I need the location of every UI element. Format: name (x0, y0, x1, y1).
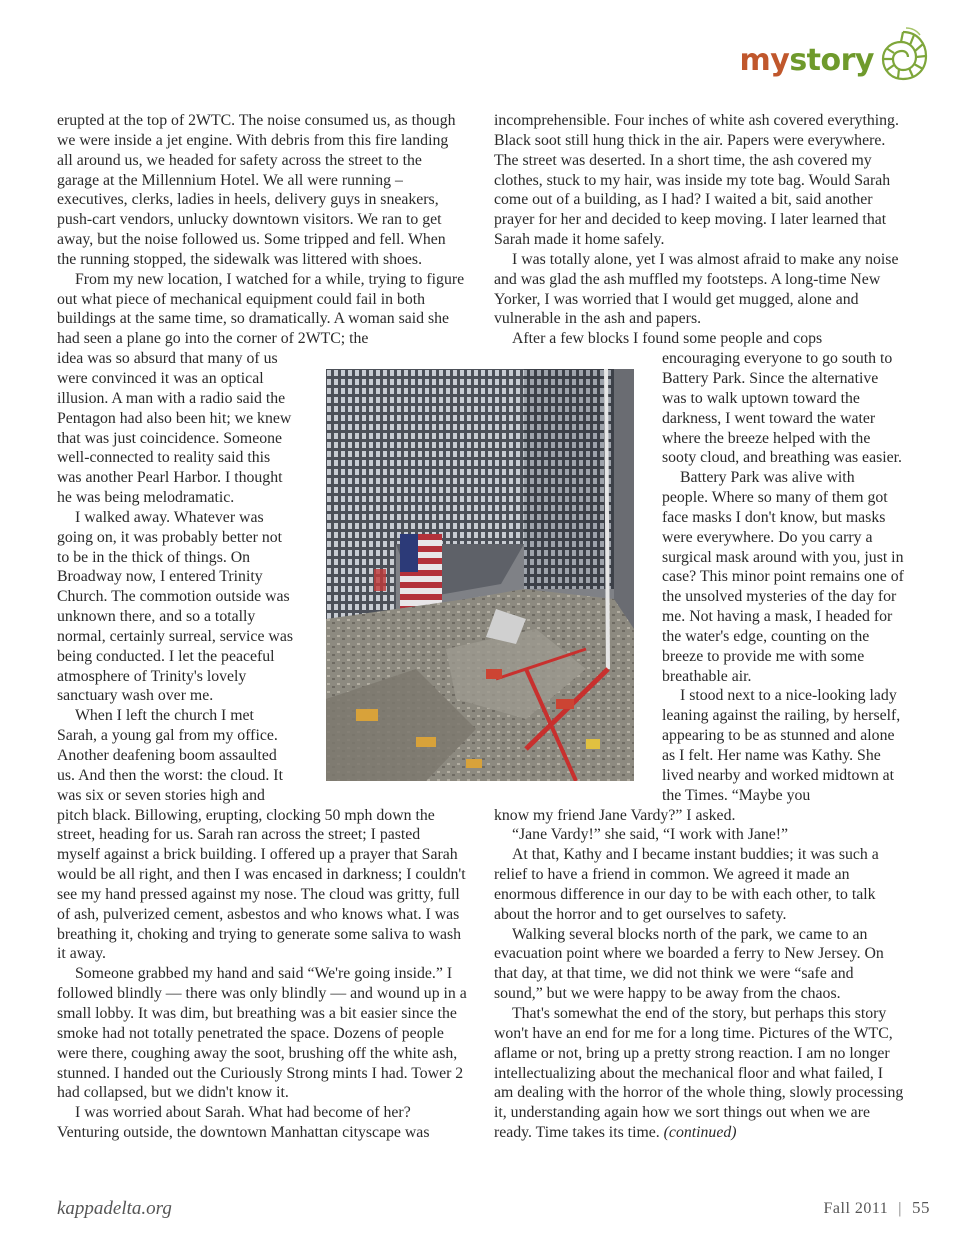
logo-story: story (789, 43, 874, 78)
nautilus-shell-icon (876, 26, 930, 84)
paragraph (494, 1004, 904, 1143)
paragraph: From my new location, I watched for a while, trying to figure out what piece of mechanical equipment could fail in both buildings at the same time, so dramatically. A woman said she had seen a plane go into the corner of 2WTC; the (57, 270, 465, 348)
paragraph-text: That's somewhat the end of the story, but perhaps this story won't have an end for me for a long time. Pictures of the WTC, aflame or not, bring up a pretty strong reaction. I am no longer intellectualizing about the mechanical floor and what failed, I am dealing with the horror of the whole thing, slowly processing it, understanding again how we sort things out when we are ready. Time takes its time. (494, 1004, 904, 1142)
paragraph: I stood next to a nice-looking lady leaning against the railing, by herself, appearing to be as stunned and alone as I felt. Her name was Kathy. She lived nearby and worked midtown at the Times. “Maybe you (662, 687, 901, 804)
paragraph: I walked away. Whatever was going on, it was probably better not to be in the thick of things. On Broadway now, I entered Trinity Church. The commotion outside was unknown there, and so a totally normal, certainly surreal, service was being conducted. I let the peaceful atmosphere of Trinity's lovely sanctuary wash over me. (57, 508, 293, 705)
paragraph: know my friend Jane Vardy?” I asked. (494, 806, 736, 824)
left-column (57, 111, 467, 1143)
paragraph: idea was so absurd that many of us were convinced it was an optical illusion. A man with a radio said the Pentagon had also been hit; we knew that was just coincidence. Someone well-connected to reality said this was another Pearl Harbor. I thought he was being melodramatic. (57, 350, 292, 507)
issue-label: Fall 2011 (823, 1200, 889, 1217)
paragraph: I was totally alone, yet I was almost afraid to make any noise and was glad the ash muffled my footsteps. A long-time New Yorker, I was worried that I would get mugged, alone and vulnerable in the ash and papers. (494, 250, 899, 328)
footer-separator: | (898, 1200, 902, 1217)
paragraph: Walking several blocks north of the park, we came to an evacuation point where we boarded a ferry to New Jersey. On that day, at that time, we did not think we were “safe and sound,” but we were happy to be away from the chaos. (494, 925, 884, 1003)
logo-wordmark (739, 43, 875, 78)
paragraph: “Jane Vardy!” she said, “I work with Jane!” (512, 826, 789, 844)
paragraph: incomprehensible. Four inches of white ash covered everything. Black soot still hung thick in the air. Papers were everywhere. The street was deserted. In a short time, the ash covered my clothes, stuck to my hair, was inside my tote bag. Would Sarah come out of a building, as I had? I waited a bit, said another prayer for her and decided to keep moving. I later learned that Sarah made it home safely. (494, 112, 899, 249)
paragraph: erupted at the top of 2WTC. The noise consumed us, as though we were inside a jet engine. With debris from this fire landing all around us, we headed for safety across the street to the garage at the Millennium Hotel. We all were running – executives, clerks, ladies in heels, delivery guys in sneakers, push-cart vendors, unlucky downtown visitors. We ran to get away, but the noise followed us. Some tripped and fell. When the running stopped, the sidewalk was littered with shoes. (57, 112, 456, 268)
logo-my: my (739, 43, 790, 78)
continued-label: (continued) (663, 1124, 737, 1142)
page-number: 55 (912, 1198, 930, 1217)
wrapped-text-block (662, 349, 904, 805)
footer-website: kappadelta.org (57, 1198, 172, 1219)
paragraph: When I left the church I met Sarah, a young gal from my office. Another deafening boom assaulted us. And then the worst: the cloud. It was six or seven stories high and (57, 707, 283, 804)
paragraph: At that, Kathy and I became instant buddies; it was such a relief to have a friend in common. We agreed it made an enormous difference in our day to be with each other, to talk about the horror and to get ourselves to safety. (494, 846, 879, 923)
paragraph: Someone grabbed my hand and said “We're going inside.” I followed blindly — there was only blindly — and wound up in a small lobby. It was dim, but breathing was a bit easier since the smoke had not totally penetrated the space. Dozens of people were there, coughing away the soot, brushing off the white ash, stunned. I handed out the Curiously Strong mints I had. Tower 2 had collapsed, but we didn't know it. (57, 965, 467, 1102)
wrapped-text-block (57, 349, 297, 805)
paragraph: After a few blocks I found some people and cops (512, 330, 823, 348)
mystory-logo (740, 26, 931, 84)
paragraph: I was worried about Sarah. What had become of her? Venturing outside, the downtown Manhattan cityscape was (57, 1104, 430, 1142)
paragraph: Battery Park was alive with people. Where so many of them got face masks I don't know, but masks were everywhere. Do you carry a surgical mask around with you, just in case? This minor point remains one of the unsolved mysteries of the day for me. Not having a mask, I headed for the water's edge, counting on the breeze to provide me with some breathable air. (662, 469, 904, 685)
footer-folio (824, 1198, 931, 1218)
paragraph: encouraging everyone to go south to Battery Park. Since the alternative was to walk uptown toward the darkness, I went toward the water where the breeze helped with the sooty cloud, and breathing was easier. (662, 350, 902, 467)
paragraph: pitch black. Billowing, erupting, clocking 50 mph down the street, heading for us. Sarah ran across the street; I pasted myself against a brick building. I offered up a prayer that Sarah would be all right, and then I was encased in darkness; I couldn't see my hand pressed against my nose. The cloud was gritty, full of ash, pulverized cement, asbestos and who knows what. I was breathing it, choking and trying to generate some saliva to wash it away. (57, 806, 466, 963)
right-column (494, 111, 904, 1143)
